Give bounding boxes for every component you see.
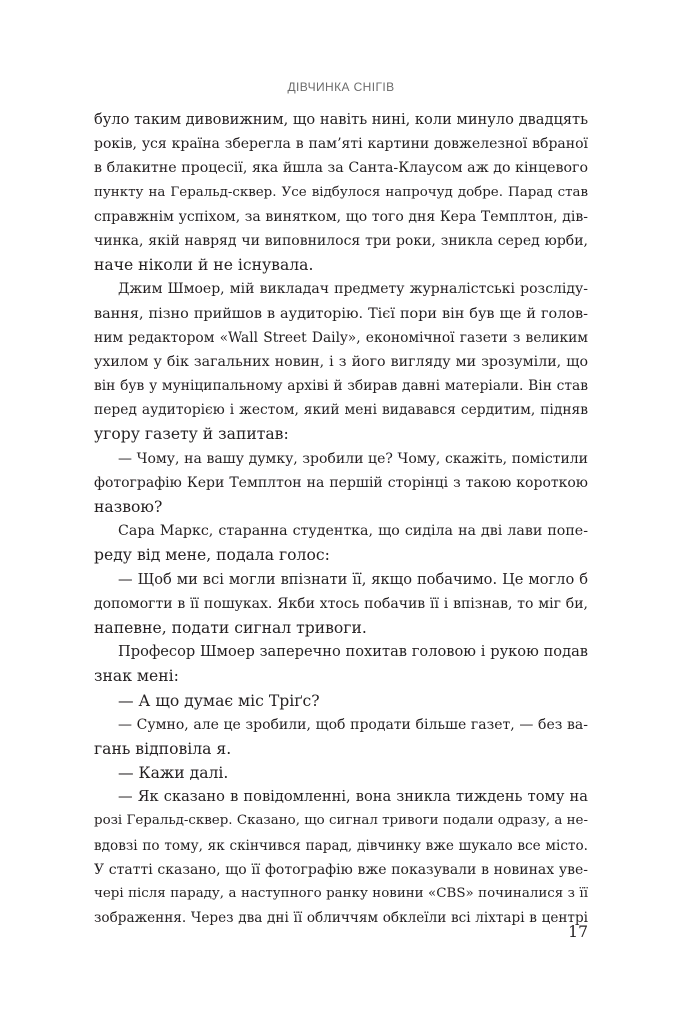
text-line: допомогти в її пошуках. Якби хтось побачив її і впізнав, то міг би, [94,595,588,612]
body-text [94,108,588,930]
text-line: знак мені: [94,667,179,686]
text-line: наче ніколи й не існувала. [94,256,314,275]
text-line: було таким дивовижним, що навіть нині, коли минуло двадцять [94,111,588,128]
text-line: вання, пізно прийшов в аудиторію. Тієї пори він був ще й голов- [94,305,588,322]
text-line: Джим Шмоер, мій викладач предмету журналістські розсліду- [118,281,588,298]
text-line: в блакитне процесії, яка йшла за Санта-Клаусом аж до кінцевого [94,160,588,177]
text-line: він був у муніципальному архіві й збирав давні матеріали. Він став [94,378,588,395]
text-line: чинка, якій навряд чи виповнилося три роки, зникла серед юрби, [94,232,588,249]
text-line: чері після параду, а наступного ранку новини «CBS» починалися з її [94,886,588,901]
text-line: зображення. Через два дні її обличчям обклеїли всі ліхтарі в центрі [94,910,588,927]
text-line: напевне, подати сигнал тривоги. [94,618,367,637]
text-line: — А що думає міс Тріґс? [118,691,320,710]
text-line: гань відповіла я. [94,739,232,758]
text-line: — Кажи далі. [118,764,229,783]
text-line: вдовзі по тому, як скінчився парад, дівчинку вже шукало все місто. [94,837,588,854]
text-line: угору газету й запитав: [94,425,289,444]
page-number: 17 [568,923,588,941]
text-line: справжнім успіхом, за винятком, що того дня Кера Темплтон, дів- [94,208,588,225]
text-line: ним редактором «Wall Street Daily», економічної газети з великим [94,329,588,346]
text-line: пункту на Геральд-сквер. Усе відбулося напрочуд добре. Парад став [94,184,588,200]
text-line: У статті сказано, що її фотографію вже показували в новинах уве- [94,861,588,878]
running-head-title: ДІВЧИНКА СНІГІВ [287,80,395,94]
text-line: — Сумно, але це зробили, щоб продати більше газет, — без ва- [118,716,588,733]
text-line: — Щоб ми всі могли впізнати її, якщо побачимо. Це могло б [118,570,588,588]
text-line: Сара Маркс, старанна студентка, що сиділа на дві лави попе- [118,523,588,540]
text-line: назвою? [94,498,163,516]
text-line: Професор Шмоер заперечно похитав головою і рукою подав [118,643,588,661]
text-line: років, уся країна зберегла в пам’яті картини довжелезної вбраної [94,136,588,153]
text-line: ухилом у бік загальних новин, і з його вигляду ми зрозуміли, що [94,353,588,370]
text-line: розі Геральд-сквер. Сказано, що сигнал тривоги подали одразу, а не- [94,813,588,829]
text-line: — Як сказано в повідомленні, вона зникла тиждень тому на [118,788,588,806]
text-line: фотографію Кери Темплтон на першій сторінці з такою короткою [94,474,588,491]
text-line: реду від мене, подала голос: [94,546,330,565]
text-line: — Чому, на вашу думку, зробили це? Чому, скажіть, помістили [118,450,588,467]
text-line: перед аудиторією і жестом, який мені видавався сердитим, підняв [94,402,588,419]
